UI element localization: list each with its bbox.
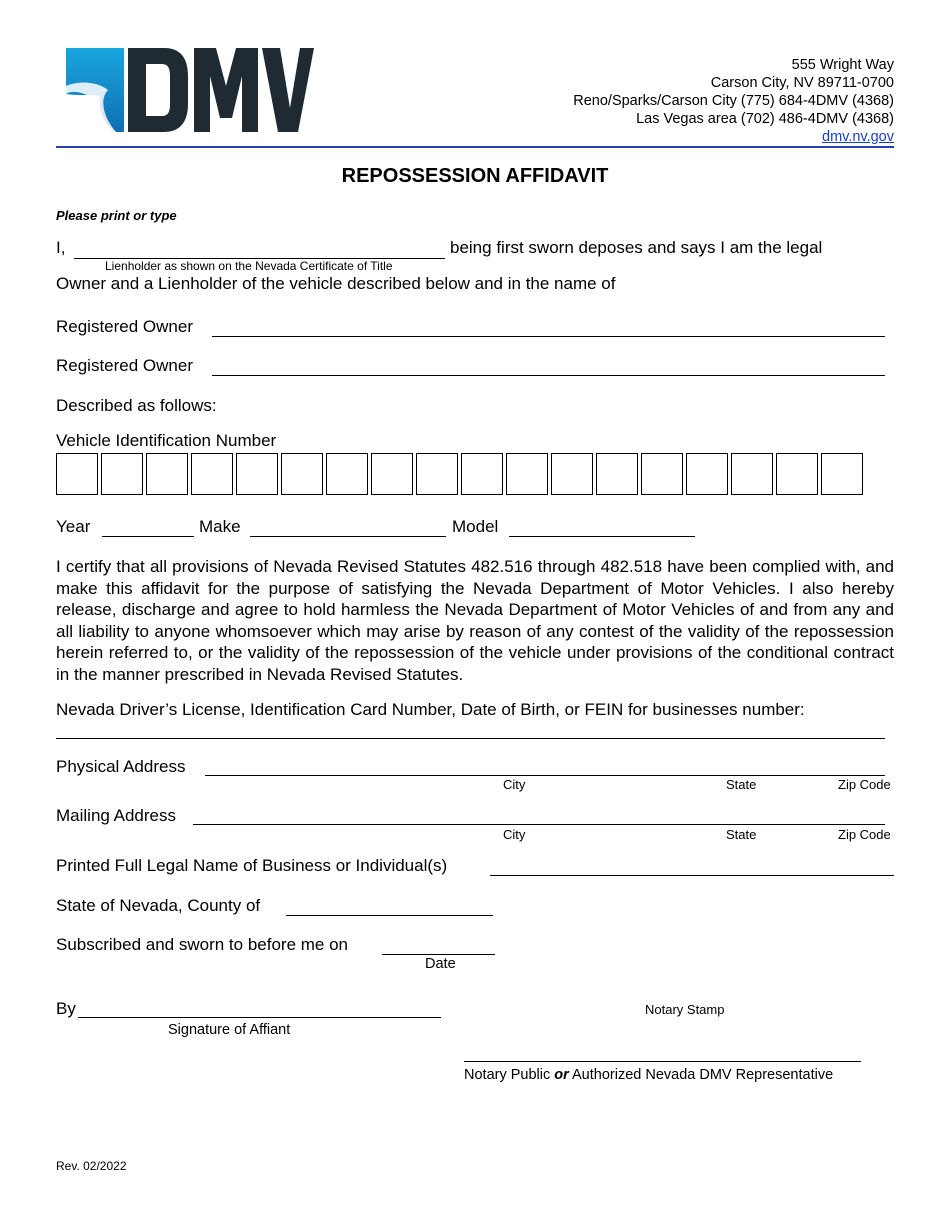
dmv-logo-graphic [64, 46, 314, 136]
notary-caption-or: or [554, 1067, 569, 1083]
vin-box[interactable] [236, 453, 278, 495]
license-label: Nevada Driver’s License, Identification Card Number, Date of Birth, or FEIN for businesses number: [56, 700, 805, 719]
physical-address-label: Physical Address [56, 757, 186, 776]
make-label: Make [199, 517, 241, 536]
vin-grid [56, 453, 863, 495]
phone-reno: Reno/Sparks/Carson City (775) 684-4DMV (4368) [573, 93, 894, 109]
registered-owner-label-2: Registered Owner [56, 356, 194, 375]
vin-box[interactable] [641, 453, 683, 495]
physical-city-caption: City [503, 777, 526, 792]
signature-caption: Signature of Affiant [168, 1022, 291, 1038]
notary-stamp-label: Notary Stamp [645, 1002, 725, 1017]
vin-box[interactable] [731, 453, 773, 495]
mailing-city-caption: City [503, 827, 526, 842]
date-caption: Date [425, 956, 456, 972]
sworn-label: Subscribed and sworn to before me on [56, 935, 349, 954]
vin-box[interactable] [776, 453, 818, 495]
mailing-zip-caption: Zip Code [838, 827, 891, 842]
dmv-logo [64, 46, 314, 141]
physical-address-field[interactable] [205, 775, 885, 776]
registered-owner-field-1[interactable] [212, 336, 885, 337]
vin-box[interactable] [281, 453, 323, 495]
county-field[interactable] [286, 915, 493, 916]
intro-line-2: Owner and a Lienholder of the vehicle described below and in the name of [56, 274, 616, 293]
printed-name-label: Printed Full Legal Name of Business or Individual(s) [56, 856, 448, 875]
intro-suffix: being first sworn deposes and says I am the legal [450, 238, 823, 257]
vin-box[interactable] [596, 453, 638, 495]
model-field[interactable] [509, 536, 695, 537]
vin-box[interactable] [416, 453, 458, 495]
physical-state-caption: State [726, 777, 757, 792]
signature-field[interactable] [78, 1017, 441, 1018]
county-label: State of Nevada, County of [56, 896, 261, 915]
notary-caption [464, 1067, 833, 1083]
vin-box[interactable] [686, 453, 728, 495]
phone-las-vegas: Las Vegas area (702) 486-4DMV (4368) [636, 111, 894, 127]
address-line-1: 555 Wright Way [791, 57, 894, 73]
printed-name-field[interactable] [490, 875, 894, 876]
vin-box[interactable] [191, 453, 233, 495]
notary-signature-field[interactable] [464, 1061, 861, 1062]
described-label: Described as follows: [56, 396, 217, 415]
license-field[interactable] [56, 738, 885, 739]
by-label: By [56, 999, 76, 1018]
registered-owner-field-2[interactable] [212, 375, 885, 376]
year-field[interactable] [102, 536, 194, 537]
model-label: Model [452, 517, 499, 536]
vin-box[interactable] [101, 453, 143, 495]
website-link[interactable]: dmv.nv.gov [822, 129, 894, 145]
registered-owner-label-1: Registered Owner [56, 317, 194, 336]
print-note: Please print or type [56, 208, 177, 223]
vin-box[interactable] [326, 453, 368, 495]
vin-box[interactable] [506, 453, 548, 495]
address-line-2: Carson City, NV 89711-0700 [710, 75, 894, 91]
lienholder-caption: Lienholder as shown on the Nevada Certificate of Title [105, 259, 393, 273]
vin-box[interactable] [461, 453, 503, 495]
notary-caption-post: Authorized Nevada DMV Representative [572, 1067, 834, 1083]
sworn-date-field[interactable] [382, 954, 495, 955]
intro-prefix: I, [56, 238, 66, 257]
revision-label: Rev. 02/2022 [56, 1159, 127, 1173]
physical-zip-caption: Zip Code [838, 777, 891, 792]
mailing-address-label: Mailing Address [56, 806, 177, 825]
agency-address [573, 56, 894, 146]
vin-box[interactable] [146, 453, 188, 495]
mailing-address-field[interactable] [193, 824, 885, 825]
vin-box[interactable] [371, 453, 413, 495]
make-field[interactable] [250, 536, 446, 537]
year-label: Year [56, 517, 91, 536]
header-divider [56, 146, 894, 148]
notary-caption-pre: Notary Public [464, 1067, 551, 1083]
vin-box[interactable] [821, 453, 863, 495]
form-title: REPOSSESSION AFFIDAVIT [341, 165, 609, 187]
vin-label: Vehicle Identification Number [56, 431, 277, 450]
vin-box[interactable] [551, 453, 593, 495]
mailing-state-caption: State [726, 827, 757, 842]
certification-text: I certify that all provisions of Nevada Revised Statutes 482.516 through 482.518 have been complied with, and make this affidavit for the purpose of satisfying the Nevada Department of Motor Vehicles. I also hereby release, discharge and agree to hold harmless the Nevada Department of Motor Vehicles of and from any and all liability to anyone whomsoever which may arise by reason of any contest of the validity of the repossession herein referred to, or the validity of the repossession of the vehicle under provisions of the conditional contract in the manner prescribed in Nevada Revised Statutes. [56, 557, 894, 684]
vin-box[interactable] [56, 453, 98, 495]
